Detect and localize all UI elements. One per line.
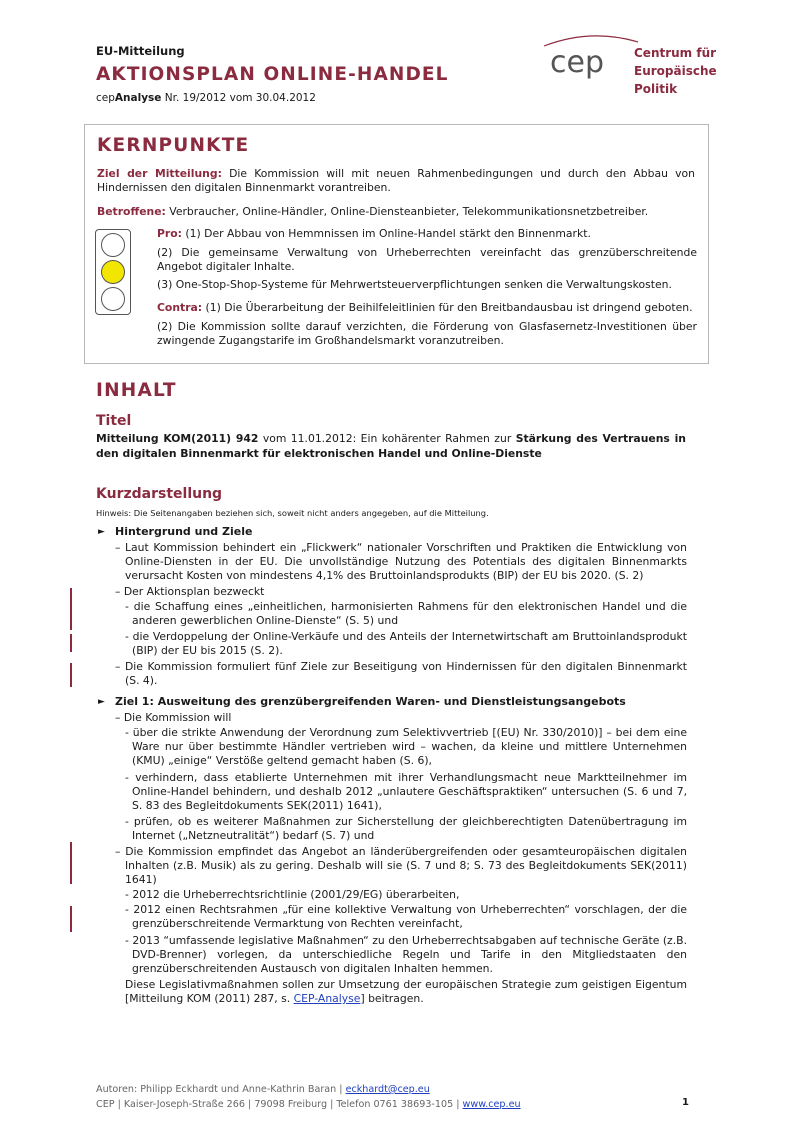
contra-point-2: (2) Die Kommission sollte darauf verzichten, die Förderung von Glasfasernetz-Investitionen über zwingende Zugangstarife im Großhandelsmarkt voranzutreiben.: [157, 320, 697, 347]
section-arrow-icon: ►: [98, 697, 105, 707]
section-heading-goal-1: Ziel 1: Ausweitung des grenzübergreifenden Waren- und Dienstleistungsangebots: [115, 695, 626, 708]
titel-subject: Stärkung des Vertrauens in den digitalen Binnenmarkt für elektronischen Handel und Online-Dienste: [96, 432, 686, 460]
revision-marker: [70, 906, 72, 932]
revision-marker: [70, 588, 72, 630]
affected-paragraph: [97, 205, 695, 219]
list-item: - 2013 “umfassende legislative Maßnahmen“ zu den Urheberrechtsabgaben auf technische Geräte (z.B. DVD-Brenner) vorlegen, da unterschiedliche Regeln und Tarife in den Mitgliedstaaten den grenzüberschreitenden Austausch von digitalen Inhalten hemmen.: [125, 934, 687, 975]
revision-marker: [70, 663, 72, 687]
strategy-text: Diese Legislativmaßnahmen sollen zur Umsetzung der europäischen Strategie zum geistigen Eigentum [Mitteilung KOM (2011) 287, s.: [125, 978, 687, 1005]
cep-analyse-link[interactable]: CEP-Analyse: [293, 992, 361, 1005]
affected-text: Verbraucher, Online-Händler, Online-Diensteanbieter, Telekommunikationsnetzbetreiber.: [165, 205, 649, 218]
pro-point-1: [157, 227, 697, 241]
page-title: AKTIONSPLAN ONLINE-HANDEL: [96, 64, 449, 85]
list-item: - über die strikte Anwendung der Verordnung zum Selektivvertrieb [(EU) Nr. 330/2010)] – bei dem eine Ware nur über bestimmte Händler vertrieben wird – wachen, da kleine und mittlere Unternehmen (KMU) „einige“ Verstöße geltend gemacht haben (S. 6),: [125, 726, 687, 767]
list-item: – Die Kommission empfindet das Angebot an länderübergreifenden oder gesamteuropäischen digitalen Inhalten (z.B. Musik) als zu gering. Deshalb will sie (S. 7 und 8; S. 73 des Begleitdokuments SEK(2011) 1641): [115, 845, 687, 886]
list-item: - prüfen, ob es weiterer Maßnahmen zur Sicherstellung der gleichberechtigten Datenübertragung im Internet („Netzneutralität“) bedarf (S. 7) und: [125, 815, 687, 842]
titel-document-ref: Mitteilung KOM(2011) 942: [96, 432, 259, 445]
list-item: - die Schaffung eines „einheitlichen, harmonisierten Rahmens für den elektronischen Handel und die anderen gewerblichen Online-Dienste“ (S. 5) und: [125, 600, 687, 627]
list-item: – Der Aktionsplan bezweckt: [115, 585, 265, 598]
pro-point-2: (2) Die gemeinsame Verwaltung von Urheberrechten vereinfacht das grenzüberschreitende Angebot digitaler Inhalte.: [157, 246, 697, 273]
contra-label: Contra:: [157, 301, 203, 314]
page-footer: [96, 1082, 696, 1112]
note-text: Hinweis: Die Seitenangaben beziehen sich, soweit nicht anders angegeben, auf die Mitteilung.: [96, 508, 489, 518]
authors-line: [96, 1082, 696, 1097]
cep-logo-icon: [536, 32, 646, 87]
titel-date: vom 11.01.2012: Ein kohärenter Rahmen zur: [258, 432, 516, 445]
analyse-reference: [96, 92, 316, 104]
email-link[interactable]: eckhardt@cep.eu: [345, 1084, 430, 1095]
analyse-bold: Analyse: [114, 92, 162, 104]
list-item: – Die Kommission formuliert fünf Ziele zur Beseitigung von Hindernissen für den digitalen Binnenmarkt (S. 4).: [115, 660, 687, 687]
analyse-number: Nr. 19/2012 vom 30.04.2012: [161, 92, 316, 104]
traffic-light-icon: [95, 229, 131, 315]
analyse-prefix: cep: [96, 92, 115, 104]
pro-point-3: (3) One-Stop-Shop-Systeme für Mehrwertsteuerverpflichtungen senken die Verwaltungskosten.: [157, 278, 672, 291]
key-points-title: KERNPUNKTE: [97, 135, 250, 156]
page-header: [96, 42, 756, 112]
list-item: – Die Kommission will: [115, 711, 232, 724]
list-item: - 2012 die Urheberrechtsrichtlinie (2001/29/EG) überarbeiten,: [125, 888, 460, 901]
org-line-1: Centrum für: [634, 46, 717, 60]
org-line-2: Europäische Politik: [634, 64, 717, 96]
list-item: – Laut Kommission behindert ein „Flickwerk“ nationaler Vorschriften und Praktiken die Entwicklung von Online-Diensten in der EU. Die unvollständige Nutzung des Potentials des digitalen Binnenmarkts verursacht Kosten von mindestens 4,1% des Bruttoinlandsprodukts (BIP) der EU bis 2020. (S. 2): [115, 541, 687, 582]
list-item: - 2012 einen Rechtsrahmen „für eine kollektive Verwaltung von Urheberrechten“ vorschlagen, der die grenzüberschreitende Vermarktung von Rechten vereinfacht,: [125, 903, 687, 930]
strategy-paragraph: [125, 978, 687, 1006]
goal-paragraph: [97, 167, 695, 195]
address-text: CEP | Kaiser-Joseph-Straße 266 | 79098 Freiburg | Telefon 0761 38693-105 |: [96, 1099, 463, 1110]
section-arrow-icon: ►: [98, 527, 105, 537]
document-type-label: EU-Mitteilung: [96, 44, 185, 58]
traffic-light-green-lamp: [101, 287, 125, 311]
logo-text: cep: [550, 45, 604, 80]
summary-heading: Kurzdarstellung: [96, 486, 223, 502]
authors-text: Autoren: Philipp Eckhardt und Anne-Kathrin Baran |: [96, 1084, 346, 1095]
contra-text-1: (1) Die Überarbeitung der Beihilfeleitlinien für den Breitbandausbau ist dringend geboten.: [202, 301, 693, 314]
revision-marker: [70, 842, 72, 884]
list-item: - die Verdoppelung der Online-Verkäufe und des Anteils der Internetwirtschaft am Bruttoinlandsprodukt (BIP) der EU bis 2015 (S. 2).: [125, 630, 687, 657]
organization-name: [634, 44, 756, 98]
section-heading-background: Hintergrund und Ziele: [115, 525, 253, 538]
pro-label: Pro:: [157, 227, 182, 240]
website-link[interactable]: www.cep.eu: [462, 1099, 521, 1110]
pro-text-1: (1) Der Abbau von Hemmnissen im Online-Handel stärkt den Binnenmarkt.: [181, 227, 591, 240]
contra-point-1: [157, 301, 697, 315]
page-number: 1: [682, 1097, 689, 1108]
traffic-light-yellow-lamp: [101, 260, 125, 284]
traffic-light-red-lamp: [101, 233, 125, 257]
list-item: - verhindern, dass etablierte Unternehmen mit ihrer Verhandlungsmacht neue Marktteilnehmer im Online-Handel behindern, und deshalb 2012 „unlautere Geschäftspraktiken“ untersuchen (S. 6 und 7, S. 83 des Begleitdokuments SEK(2011) 1641),: [125, 771, 687, 812]
content-title: INHALT: [96, 380, 177, 401]
key-points-box: [84, 124, 709, 364]
titel-paragraph: [96, 432, 686, 461]
address-line: [96, 1097, 696, 1112]
goal-label: Ziel der Mitteilung:: [97, 167, 222, 180]
strategy-text-end: ] beitragen.: [360, 992, 424, 1005]
goal-text: Die Kommission will mit neuen Rahmenbedingungen und durch den Abbau von Hindernissen den digitalen Binnenmarkt vorantreiben.: [97, 167, 696, 194]
titel-heading: Titel: [96, 413, 132, 429]
affected-label: Betroffene:: [97, 205, 166, 218]
revision-marker: [70, 634, 72, 652]
